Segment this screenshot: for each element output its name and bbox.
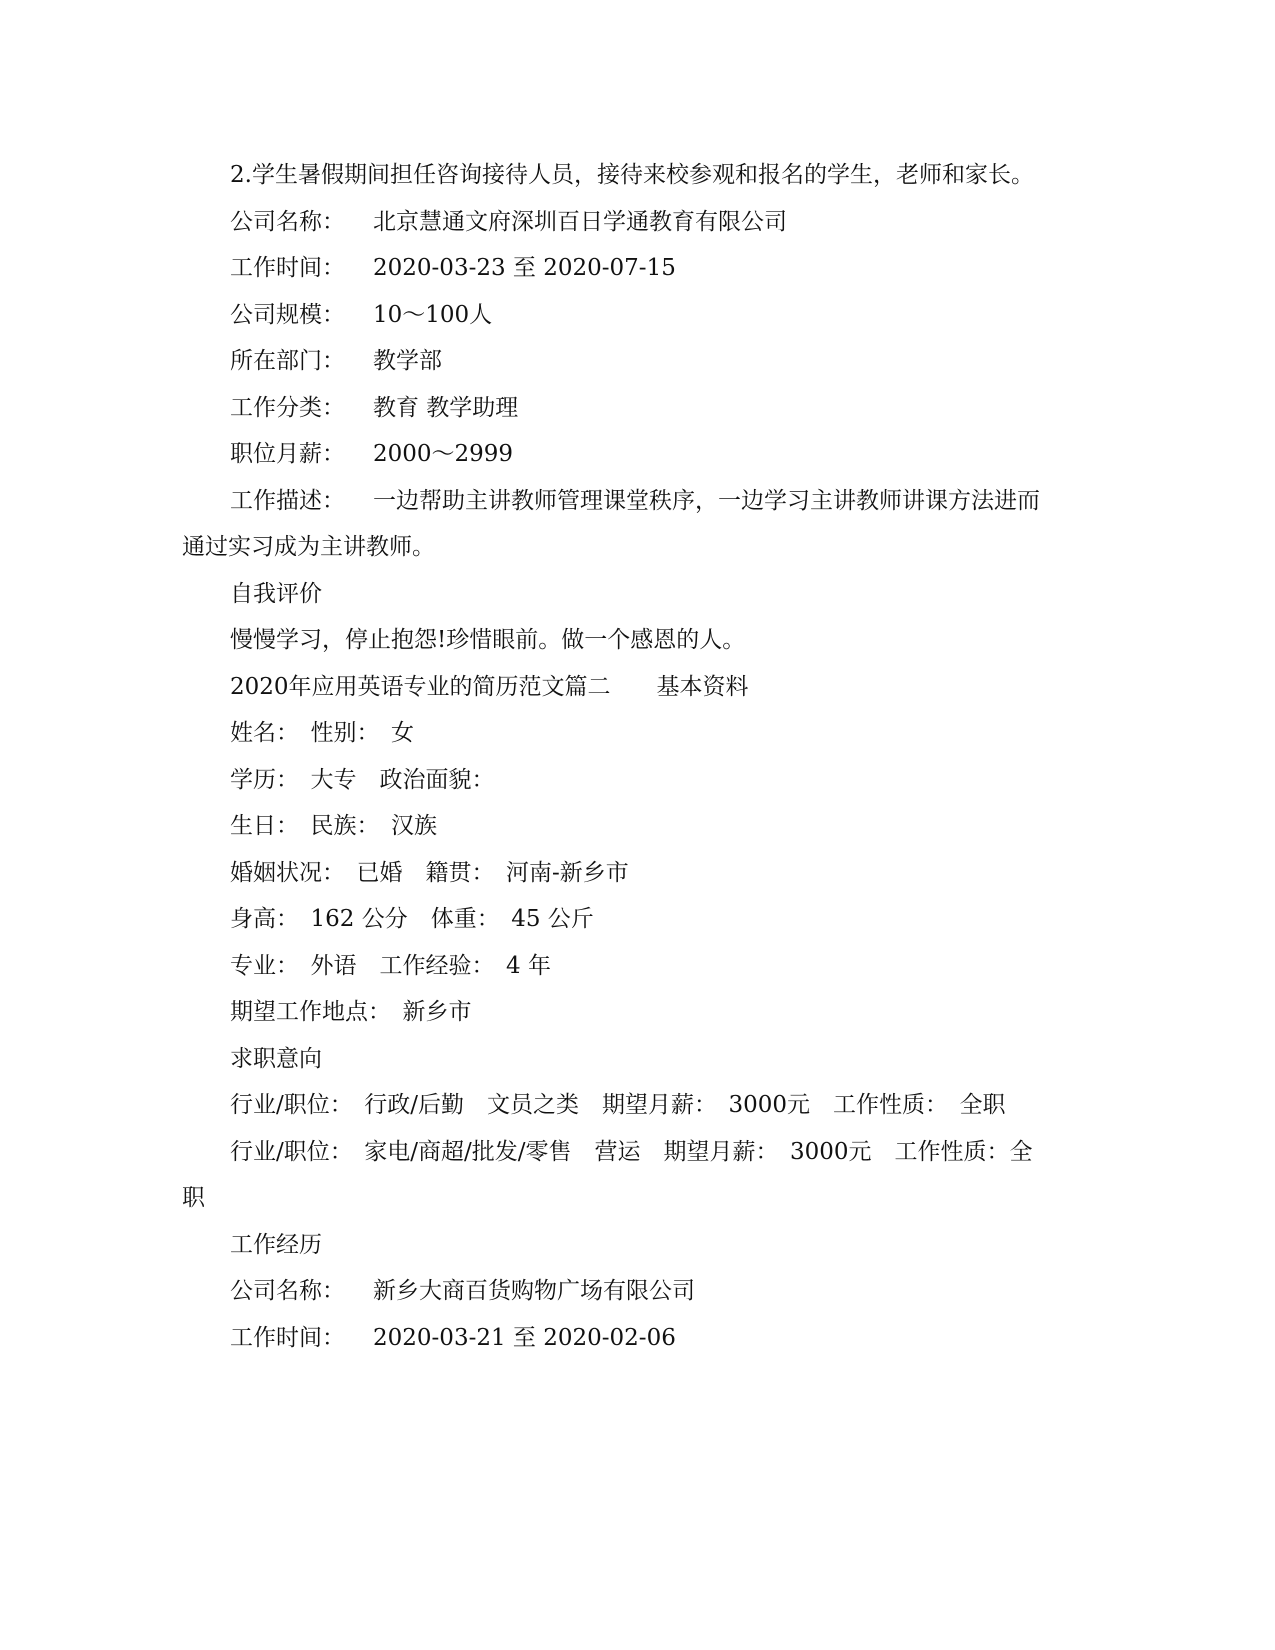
job2-time-row: [182, 1315, 1042, 1362]
intro-item: 2.学生暑假期间担任咨询接待人员，接待来校参观和报名的学生，老师和家长。: [230, 162, 1034, 188]
section2-title: 2020年应用英语专业的简历范文篇二 基本资料: [230, 673, 749, 700]
job1-desc-row: [182, 478, 1042, 571]
job1-dept-row: [182, 338, 1042, 385]
job1-salary-label: 职位月薪：: [230, 441, 345, 467]
job1-salary-row: [182, 431, 1042, 478]
intention-heading: 求职意向: [230, 1045, 322, 1072]
job1-salary-value: 2000～2999: [373, 441, 514, 467]
document-body: [182, 152, 1042, 1361]
job1-dept-label: 所在部门：: [230, 348, 345, 374]
basic-info-line: 专业： 外语 工作经验： 4 年: [230, 952, 551, 979]
job1-size-label: 公司规模：: [230, 301, 345, 328]
basic-info-line: 期望工作地点： 新乡市: [230, 999, 472, 1025]
job2-company-value: 新乡大商百货购物广场有限公司: [373, 1278, 695, 1304]
job1-time-row: [182, 245, 1042, 292]
basic-info-line: 身高： 162 公分 体重： 45 公斤: [230, 906, 594, 932]
job1-size-row: [182, 292, 1042, 339]
self-eval-heading: 自我评价: [230, 580, 322, 607]
job1-company-value: 北京慧通文府深圳百日学通教育有限公司: [373, 208, 787, 235]
job1-dept-value: 教学部: [373, 348, 442, 374]
job2-time-label: 工作时间：: [230, 1324, 345, 1351]
basic-info-line: 婚姻状况： 已婚 籍贯： 河南-新乡市: [230, 859, 629, 886]
job2-company-label: 公司名称：: [230, 1278, 345, 1304]
job1-category-value: 教育 教学助理: [373, 394, 519, 421]
intention-line: 行业/职位： 家电/商超/批发/零售 营运 期望月薪： 3000元 工作性质：全职: [182, 1138, 1033, 1211]
intention-line: 行业/职位： 行政/后勤 文员之类 期望月薪： 3000元 工作性质： 全职: [230, 1092, 1006, 1118]
job1-time-label: 工作时间：: [230, 255, 345, 281]
job1-size-value: 10～100人: [373, 301, 493, 328]
self-eval-text: 慢慢学习，停止抱怨!珍惜眼前。做一个感恩的人。: [230, 627, 746, 653]
experience-heading: 工作经历: [230, 1231, 322, 1258]
job1-company-label: 公司名称：: [230, 208, 345, 235]
basic-info-line: 学历： 大专 政治面貌：: [230, 766, 495, 793]
job2-time-value: 2020-03-21 至 2020-02-06: [373, 1324, 676, 1351]
job2-company-row: [182, 1268, 1042, 1315]
job1-desc-label: 工作描述：: [230, 487, 345, 514]
basic-info-line: 姓名： 性别： 女: [230, 720, 414, 746]
basic-info-line: 生日： 民族： 汉族: [230, 813, 437, 839]
job1-category-row: [182, 385, 1042, 432]
job1-time-value: 2020-03-23 至 2020-07-15: [373, 255, 676, 281]
job1-company-row: [182, 199, 1042, 246]
job1-desc-value: 一边帮助主讲教师管理课堂秩序，一边学习主讲教师讲课方法进而通过实习成为主讲教师。: [182, 487, 1040, 560]
job1-category-label: 工作分类：: [230, 394, 345, 421]
